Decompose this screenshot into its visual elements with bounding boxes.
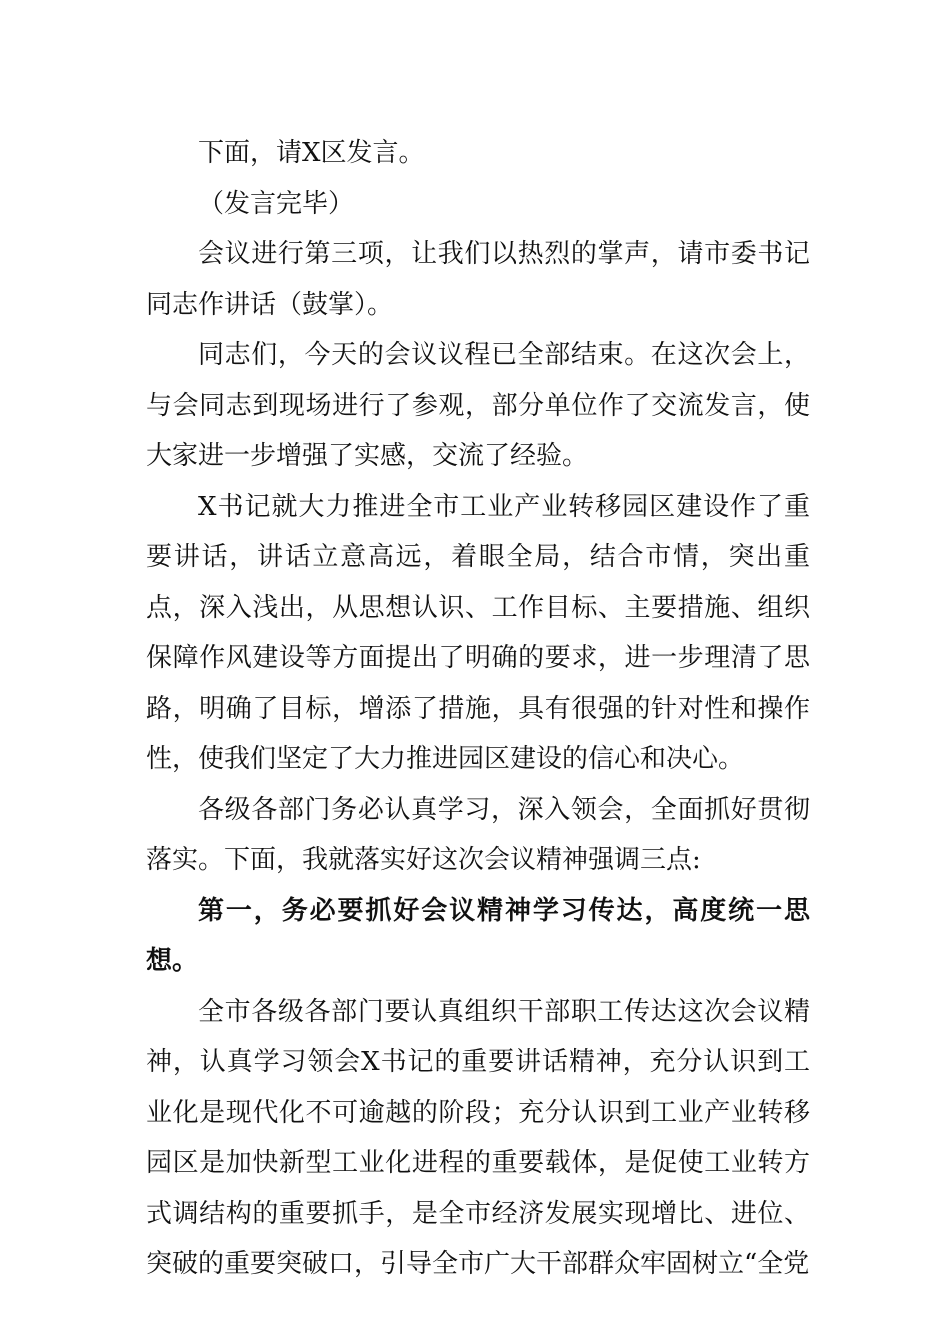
document-body: [146, 128, 810, 1290]
paragraph-3: 会议进行第三项，让我们以热烈的掌声，请市委书记同志作讲话（鼓掌）。: [146, 239, 810, 320]
paragraph-4: 同志们，今天的会议议程已全部结束。在这次会上，与会同志到现场进行了参观，部分单位作了交流发言，使大家进一步增强了实感，交流了经验。: [146, 340, 810, 471]
paragraph-7: 全市各级各部门要认真组织干部职工传达这次会议精神，认真学习领会X书记的重要讲话精神，充分认识到工业化是现代化不可逾越的阶段；充分认识到工业产业转移园区是加快新型工业化进程的重要载体，是促使工业转方式调结构的重要抓手，是全市经济发展实现增比、进位、突破的重要突破口，引导全市广大干部群众牢固树立“全党: [146, 996, 810, 1279]
paragraph-2: （发言完毕）: [198, 188, 355, 219]
paragraph-6: 各级各部门务必认真学习，深入领会，全面抓好贯彻落实。下面，我就落实好这次会议精神强调三点:: [146, 794, 810, 875]
paragraph-5: X书记就大力推进全市工业产业转移园区建设作了重要讲话，讲话立意高远，着眼全局，结合市情，突出重点，深入浅出，从思想认识、工作目标、主要措施、组织保障作风建设等方面提出了明确的要求，进一步理清了思路，明确了目标，增添了措施，具有很强的针对性和操作性，使我们坚定了大力推进园区建设的信心和决心。: [146, 491, 810, 774]
section-heading-1: 第一，务必要抓好会议精神学习传达，高度统一思想。: [146, 895, 810, 976]
paragraph-1: 下面，请X区发言。: [198, 138, 425, 168]
